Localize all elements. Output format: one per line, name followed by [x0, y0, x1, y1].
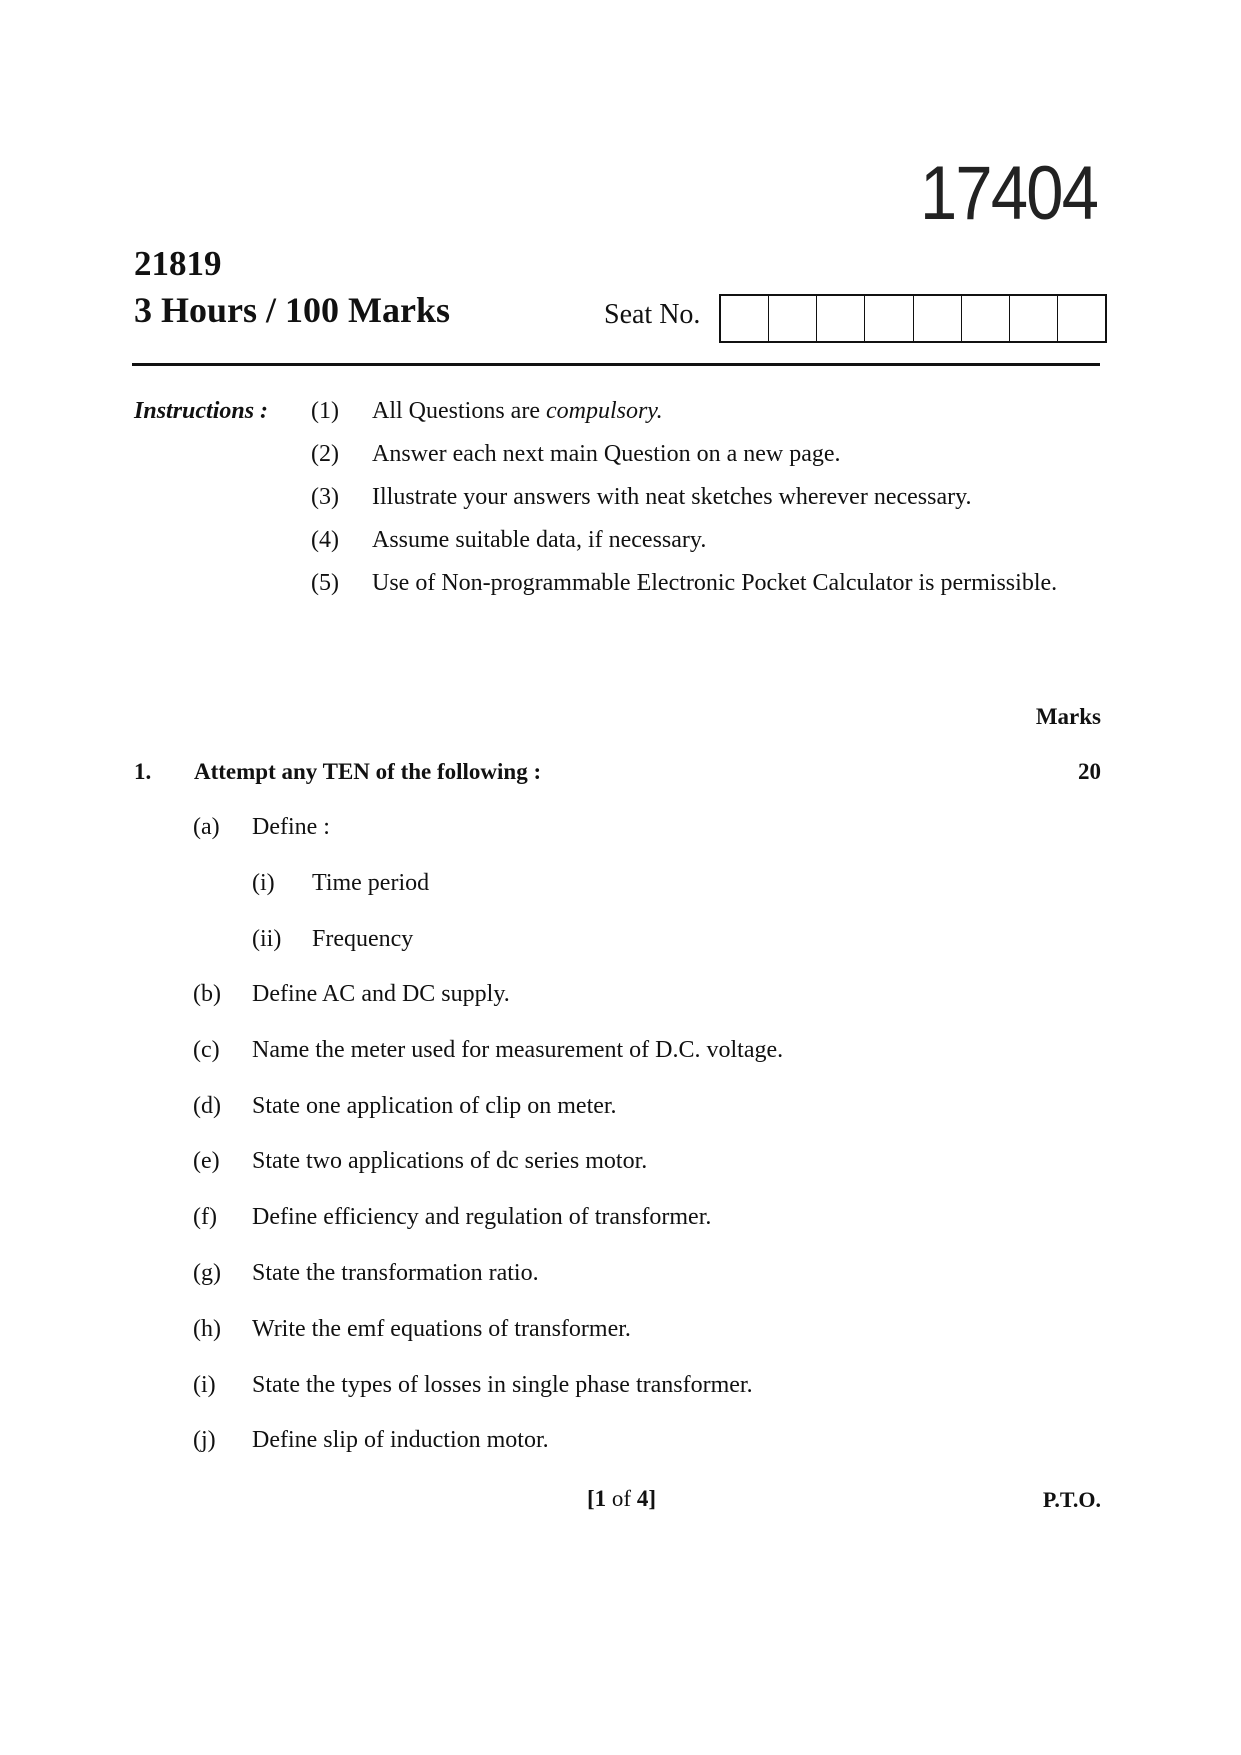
part-text: State one application of clip on meter.	[252, 1093, 617, 1119]
seat-cell[interactable]	[1058, 296, 1105, 341]
seat-cell[interactable]	[914, 296, 962, 341]
duration-marks: 3 Hours / 100 Marks	[134, 290, 451, 330]
seat-number-boxes[interactable]	[719, 294, 1107, 343]
part-text: Define :	[252, 814, 330, 840]
seat-cell[interactable]	[962, 296, 1010, 341]
seat-cell[interactable]	[865, 296, 913, 341]
instruction-number: (5)	[311, 570, 339, 596]
part-text: State two applications of dc series motor.	[252, 1148, 648, 1174]
subpart-text: Time period	[312, 870, 430, 896]
subpart-text: Frequency	[312, 926, 414, 952]
paper-id: 21819	[134, 244, 222, 283]
part-text: Name the meter used for measurement of D.C. voltage.	[252, 1037, 784, 1063]
seat-number-label: Seat No.	[604, 299, 701, 330]
part-text: State the transformation ratio.	[252, 1260, 539, 1286]
instruction-number: (3)	[311, 484, 339, 510]
page-indicator: [1 of 4]	[587, 1486, 657, 1511]
emphasis-compulsory: compulsory.	[545, 398, 663, 424]
subpart-label: (ii)	[252, 926, 282, 952]
instruction-text: Use of Non-programmable Electronic Pocket Calculator is permissible.	[372, 570, 1058, 596]
question-marks: 20	[1078, 759, 1101, 784]
part-label: (c)	[193, 1037, 220, 1063]
part-label: (j)	[193, 1427, 216, 1453]
instructions-label: Instructions :	[134, 398, 269, 424]
seat-cell[interactable]	[817, 296, 865, 341]
part-text: State the types of losses in single phase transformer.	[252, 1372, 753, 1398]
seat-cell[interactable]	[1010, 296, 1058, 341]
part-text: Define AC and DC supply.	[252, 981, 510, 1007]
please-turn-over: P.T.O.	[1042, 1487, 1101, 1512]
part-text: Define efficiency and regulation of transformer.	[252, 1204, 712, 1230]
subpart-label: (i)	[252, 870, 275, 896]
seat-cell[interactable]	[769, 296, 817, 341]
instruction-text: All Questions are compulsory.	[372, 398, 663, 424]
part-label: (e)	[193, 1148, 220, 1174]
part-text: Define slip of induction motor.	[252, 1427, 549, 1453]
part-label: (a)	[193, 814, 220, 840]
part-label: (h)	[193, 1316, 221, 1342]
seat-cell[interactable]	[721, 296, 769, 341]
part-label: (b)	[193, 981, 221, 1007]
instruction-text: Assume suitable data, if necessary.	[372, 527, 707, 553]
part-text: Write the emf equations of transformer.	[252, 1316, 631, 1342]
instruction-text: Illustrate your answers with neat sketches wherever necessary.	[372, 484, 972, 510]
instruction-text: Answer each next main Question on a new page.	[372, 441, 841, 467]
instruction-number: (2)	[311, 441, 339, 467]
part-label: (d)	[193, 1093, 221, 1119]
question-number: 1.	[134, 759, 152, 784]
instruction-number: (1)	[311, 398, 339, 424]
question-text: Attempt any TEN of the following :	[194, 759, 542, 784]
part-label: (i)	[193, 1372, 216, 1398]
part-label: (g)	[193, 1260, 221, 1286]
part-label: (f)	[193, 1204, 217, 1230]
marks-heading: Marks	[1035, 704, 1101, 729]
subject-code: 17404	[920, 151, 1098, 236]
instruction-number: (4)	[311, 527, 339, 553]
header-divider	[132, 363, 1100, 366]
